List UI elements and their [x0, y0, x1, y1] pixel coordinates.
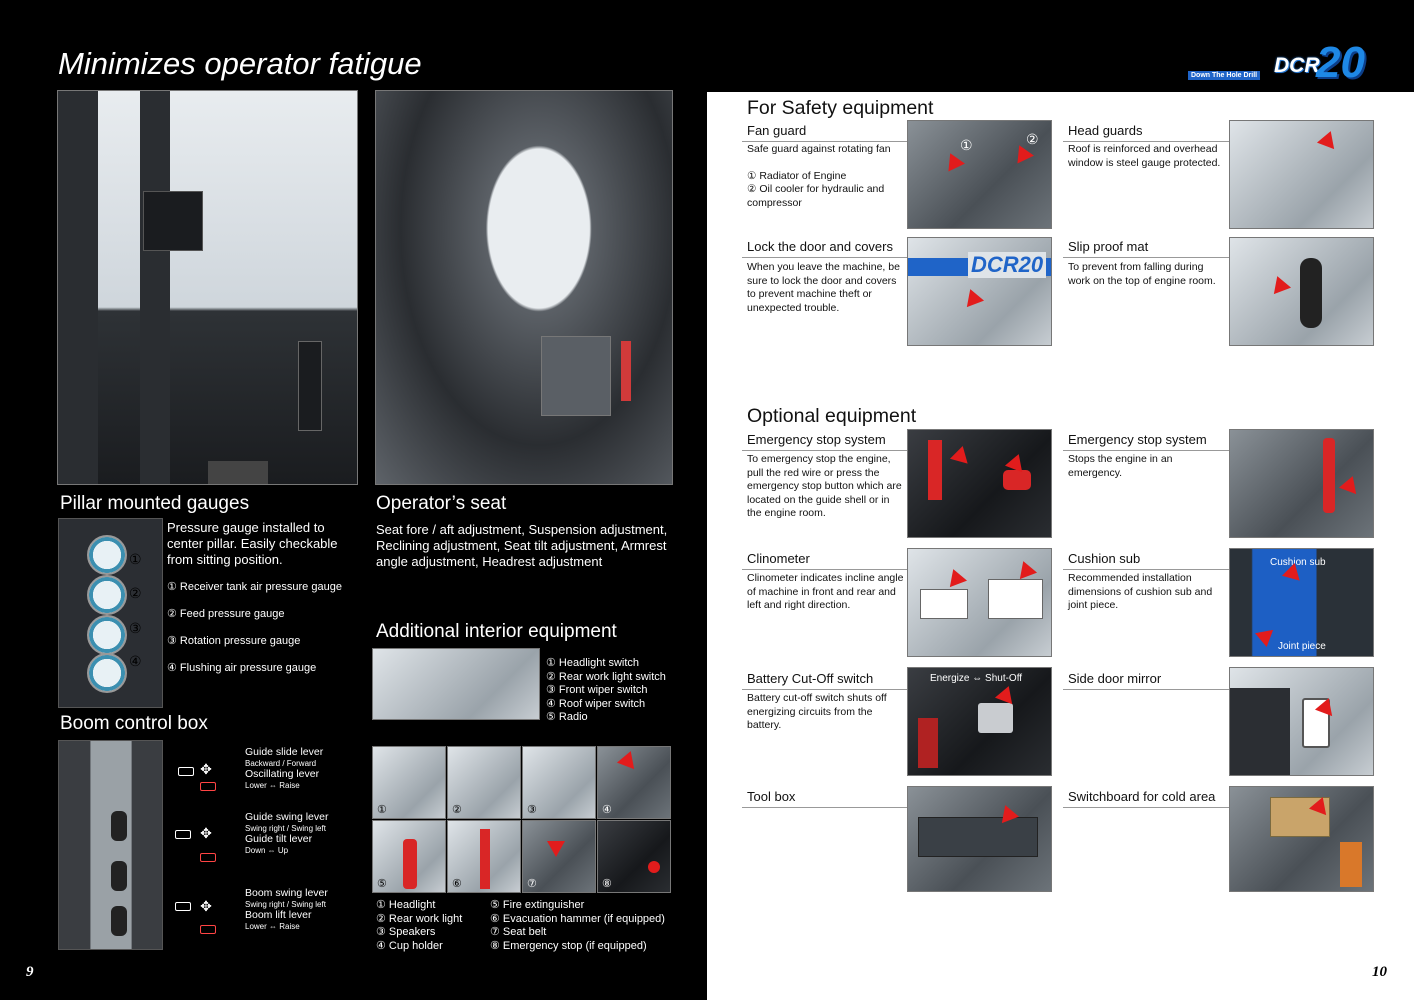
gauge-2 [87, 575, 127, 615]
item-desc-lock-door: When you leave the machine, be sure to lock the door and covers to prevent machine theft or unexpected trouble. [747, 261, 900, 314]
lock-photo-model: DCR20 [968, 252, 1046, 278]
clinometer-photo [907, 548, 1052, 657]
interior-item: ③ Speakers [376, 926, 436, 938]
lever-group-1 [245, 747, 323, 791]
item-desc-clinometer: Clinometer indicates incline angle of machine in front and rear and left and right direction. [747, 572, 904, 611]
item-title-cushion-sub: Cushion sub [1063, 551, 1229, 570]
gauge-marker-4: ④ [129, 653, 142, 669]
red-arrow-icon [1267, 276, 1291, 300]
red-arrow-icon [1339, 476, 1363, 500]
fan-marker-2: ② [1026, 131, 1039, 147]
page-title: Minimizes operator fatigue [58, 46, 422, 81]
grid-marker-6: ⑥ [452, 878, 462, 890]
cup-holder-photo [597, 746, 671, 819]
lever-sub: Swing right / Swing left [245, 824, 326, 833]
logo-model: DCR [1274, 54, 1320, 77]
item-title-tool-box: Tool box [742, 789, 907, 808]
item-title-head-guards: Head guards [1063, 123, 1229, 142]
grid-marker-8: ⑧ [602, 878, 612, 890]
lever-icon [200, 853, 216, 862]
pillar-gauges-desc: Pressure gauge installed to center pillar. Easily checkable from sitting position. [167, 520, 338, 567]
interior-item: ⑥ Evacuation hammer (if equipped) [490, 912, 665, 925]
pillar-item-1: ① Receiver tank air pressure gauge [167, 581, 342, 593]
item-desc-battery-cutoff: Battery cut-off switch shuts off energizing circuits from the battery. [747, 692, 887, 731]
switch-item: ③ Front wiper switch [546, 684, 648, 696]
red-arrow-icon [547, 841, 565, 857]
battery-switch-label: Energize ⇔ Shut-Off [930, 673, 1023, 684]
lever-sub: Lower ⇔ Raise [245, 781, 300, 790]
pillar-gauges-title: Pillar mounted gauges [60, 493, 250, 514]
cushion-label: Cushion sub [1270, 557, 1326, 568]
logo-tagline: Down The Hole Drill [1188, 71, 1260, 80]
lever-name: Guide tilt lever [245, 833, 313, 845]
joint-label: Joint piece [1278, 641, 1326, 652]
optional-equipment-title: Optional equipment [747, 405, 917, 427]
cushion-sub-photo [1229, 548, 1374, 657]
direction-cross-icon [195, 895, 217, 917]
lever-name: Guide slide lever [245, 746, 324, 758]
item-title-switchboard: Switchboard for cold area [1063, 789, 1229, 808]
grid-marker-1: ① [377, 804, 387, 816]
lever-icon [200, 925, 216, 934]
direction-cross-icon [195, 758, 217, 780]
item-desc-emergency-stop-1: To emergency stop the engine, pull the red wire or press the emergency stop button which are located on the guide shell or in the engine room. [747, 453, 902, 519]
lever-group-2 [245, 812, 328, 856]
item-desc-head-guards: Roof is reinforced and overhead window is steel gauge protected. [1068, 143, 1221, 169]
item-desc-cushion-sub: Recommended installation dimensions of cushion sub and joint piece. [1068, 572, 1213, 611]
cab-interior-photo [57, 90, 358, 485]
item-desc-fan-guard: Safe guard against rotating fan ① Radiator of Engine ② Oil cooler for hydraulic and compressor [747, 143, 891, 209]
red-arrow-icon [1317, 131, 1341, 155]
page-number-left: 9 [26, 964, 34, 980]
emergency-stop-2-photo [1229, 429, 1374, 538]
brand-logo [1188, 38, 1380, 87]
red-arrow-icon [617, 751, 641, 775]
interior-items-col1 [376, 899, 462, 953]
red-arrow-icon [1255, 623, 1279, 647]
item-title-emergency-stop-2: Emergency stop system [1063, 432, 1229, 451]
switch-item: ④ Roof wiper switch [546, 697, 646, 710]
head-guards-photo [1229, 120, 1374, 229]
switch-panel-photo [372, 648, 540, 720]
rear-work-light-photo [447, 746, 521, 819]
fan-marker-1: ① [960, 137, 973, 153]
direction-cross-icon [195, 822, 217, 844]
red-arrow-icon [941, 153, 965, 176]
red-arrow-icon [960, 289, 984, 313]
gauge-marker-2: ② [129, 585, 142, 601]
lever-group-3 [245, 888, 328, 932]
item-title-fan-guard: Fan guard [742, 123, 907, 142]
grid-marker-2: ② [452, 804, 462, 816]
switch-item: ⑤ Radio [546, 711, 588, 723]
interior-item: ⑦ Seat belt [490, 926, 547, 938]
interior-item: ⑤ Fire extinguisher [490, 899, 585, 911]
switch-list [546, 657, 666, 725]
page-number-right: 10 [1372, 964, 1387, 980]
item-desc-emergency-stop-2: Stops the engine in an emergency. [1068, 453, 1173, 479]
grid-marker-4: ④ [602, 804, 612, 816]
operator-seat-photo [375, 90, 673, 485]
logo-number: 20 [1316, 38, 1365, 87]
tool-box-photo [907, 786, 1052, 892]
emergency-stop-photo [597, 820, 671, 893]
grid-marker-5: ⑤ [377, 878, 387, 890]
lever-name: Oscillating lever [245, 768, 320, 780]
lever-name: Boom swing lever [245, 887, 328, 899]
grid-marker-7: ⑦ [527, 878, 537, 890]
battery-cutoff-photo [907, 667, 1052, 776]
item-title-side-door-mirror: Side door mirror [1063, 671, 1229, 690]
side-door-mirror-photo [1229, 667, 1374, 776]
gauge-marker-1: ① [129, 551, 142, 567]
item-title-battery-cutoff: Battery Cut-Off switch [742, 671, 907, 690]
item-title-emergency-stop-1: Emergency stop system [742, 432, 907, 451]
evacuation-hammer-photo [447, 820, 521, 893]
interior-item: ④ Cup holder [376, 939, 443, 952]
switch-item: ① Headlight switch [546, 657, 640, 669]
lever-icon [175, 902, 191, 911]
lever-sub: Down ⇔ Up [245, 846, 289, 855]
item-title-lock-door: Lock the door and covers [742, 239, 907, 258]
red-arrow-icon [1010, 145, 1034, 168]
safety-equipment-title: For Safety equipment [747, 97, 934, 119]
fire-extinguisher-photo [372, 820, 446, 893]
boom-control-title: Boom control box [60, 713, 208, 734]
interior-item: ⑧ Emergency stop (if equipped) [490, 939, 647, 952]
interior-item: ② Rear work light [376, 912, 463, 925]
lever-icon [175, 830, 191, 839]
emergency-stop-1-photo [907, 429, 1052, 538]
gauge-3 [87, 615, 127, 655]
operator-seat-title: Operator’s seat [376, 493, 507, 514]
red-arrow-icon [950, 446, 974, 470]
gauge-1 [87, 535, 127, 575]
pillar-item-3: ③ Rotation pressure gauge [167, 635, 301, 647]
item-title-clinometer: Clinometer [742, 551, 907, 570]
lever-name: Guide swing lever [245, 811, 329, 823]
grid-marker-3: ③ [527, 804, 537, 816]
headlight-photo [372, 746, 446, 819]
gauge-marker-3: ③ [129, 620, 142, 636]
speakers-photo [522, 746, 596, 819]
slip-proof-mat-photo [1229, 237, 1374, 346]
boom-control-photo [58, 740, 163, 950]
item-desc-slip-proof-mat: To prevent from falling during work on the top of engine room. [1068, 261, 1216, 287]
pillar-item-2: ② Feed pressure gauge [167, 608, 285, 620]
interior-items-col2 [490, 899, 665, 953]
pillar-gauges-photo [58, 518, 163, 708]
lever-sub: Lower ⇔ Raise [245, 922, 300, 931]
pillar-item-4: ④ Flushing air pressure gauge [167, 662, 317, 674]
lever-sub: Backward / Forward [245, 759, 317, 768]
interior-equipment-title: Additional interior equipment [376, 621, 617, 642]
lock-door-photo [907, 237, 1052, 346]
fan-guard-photo [907, 120, 1052, 229]
interior-item: ① Headlight [376, 899, 436, 911]
item-title-slip-proof-mat: Slip proof mat [1063, 239, 1229, 258]
lever-name: Boom lift lever [245, 909, 312, 921]
lever-icon [178, 767, 194, 776]
gauge-4 [87, 653, 127, 693]
switchboard-photo [1229, 786, 1374, 892]
switch-item: ② Rear work light switch [546, 670, 666, 683]
operator-seat-desc: Seat fore / aft adjustment, Suspension adjustment, Reclining adjustment, Seat tilt adjustment, Armrest angle adjustment, Headrest adjustment [376, 522, 668, 569]
lever-sub: Swing right / Swing left [245, 900, 326, 909]
lever-icon [200, 782, 216, 791]
seat-belt-photo [522, 820, 596, 893]
